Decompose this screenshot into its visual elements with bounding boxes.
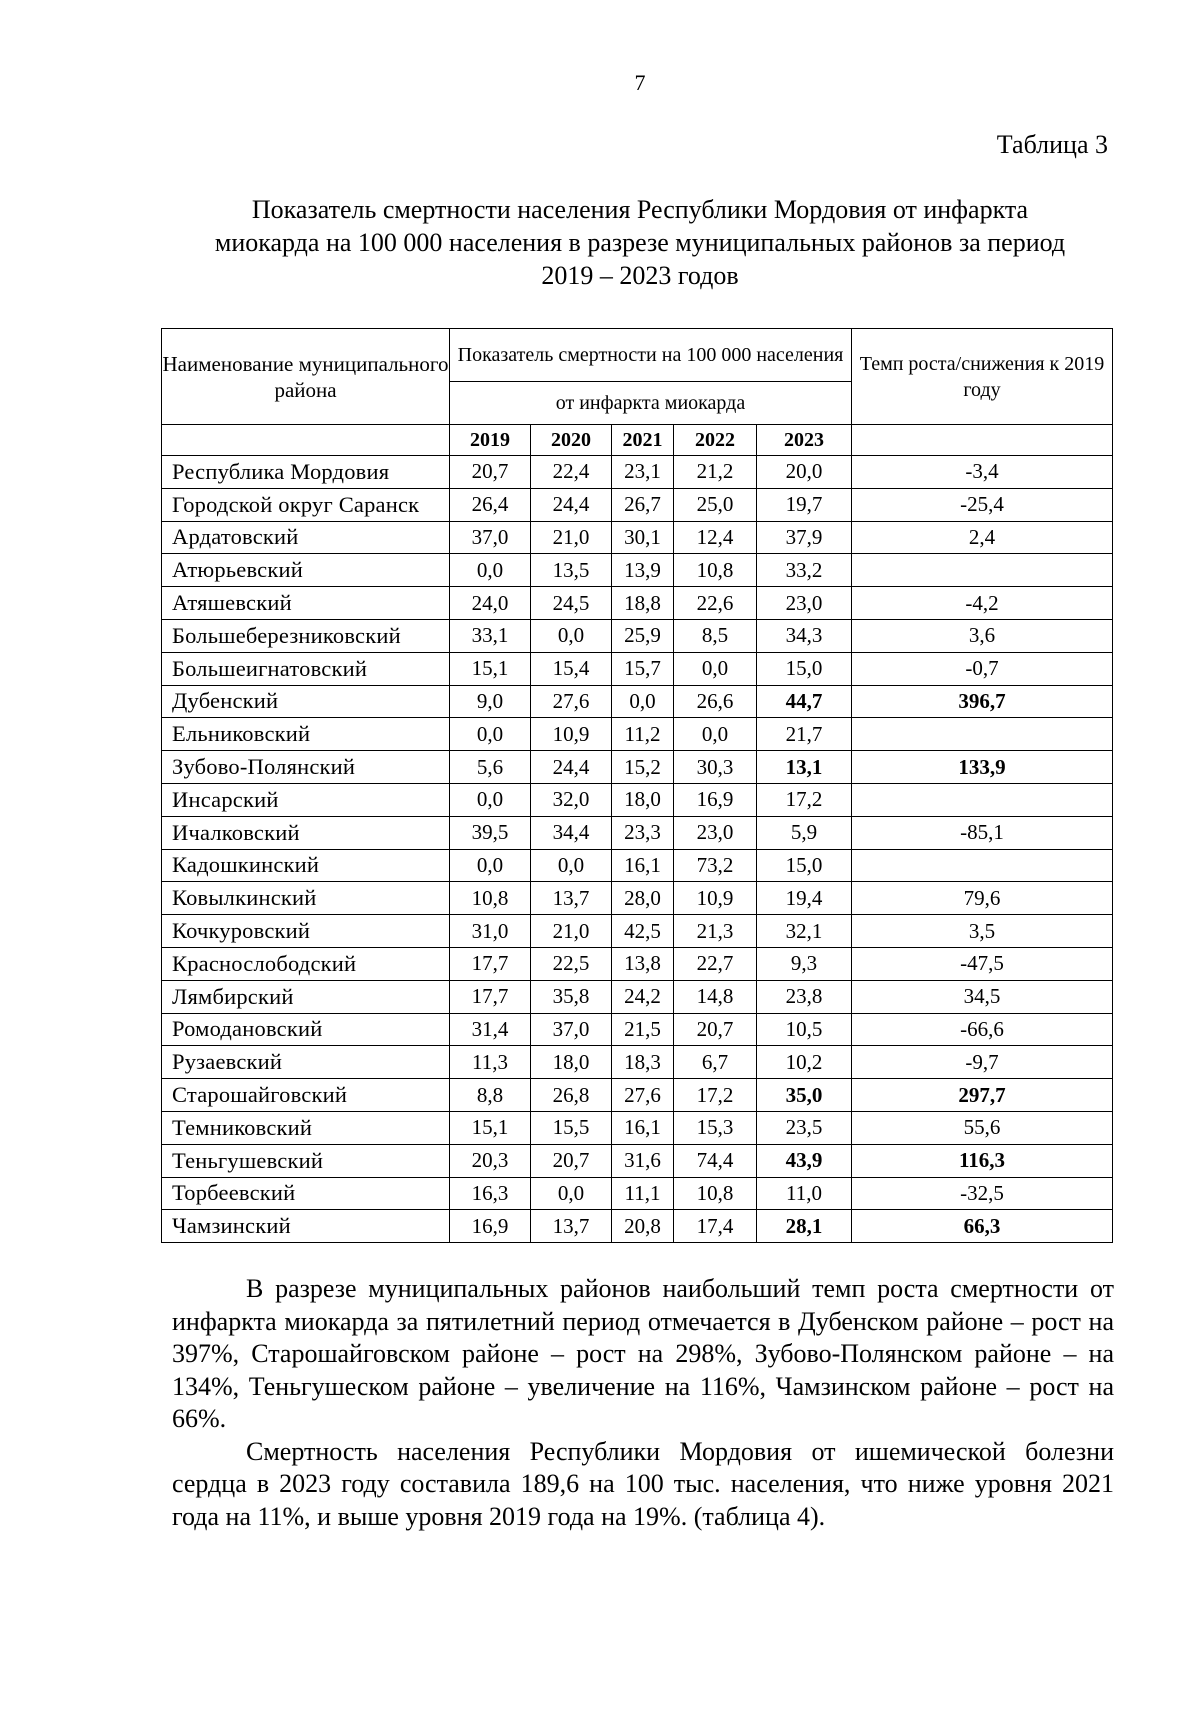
value-cell-2023: 13,1 bbox=[757, 751, 852, 784]
value-cell-2023: 10,2 bbox=[757, 1046, 852, 1079]
value-cell-2020: 24,4 bbox=[531, 488, 612, 521]
value-cell-2020: 13,5 bbox=[531, 554, 612, 587]
value-cell-2019: 24,0 bbox=[450, 587, 531, 620]
growth-rate-cell: 2,4 bbox=[852, 521, 1113, 554]
value-cell-2021: 18,3 bbox=[612, 1046, 674, 1079]
value-cell-2023: 15,0 bbox=[757, 849, 852, 882]
value-cell-2022: 0,0 bbox=[674, 652, 757, 685]
district-name-cell: Торбеевский bbox=[162, 1177, 450, 1210]
header-year: 2021 bbox=[612, 425, 674, 456]
value-cell-2021: 0,0 bbox=[612, 685, 674, 718]
growth-rate-cell: -3,4 bbox=[852, 456, 1113, 489]
table-body bbox=[162, 456, 1113, 1243]
table-row bbox=[162, 685, 1113, 718]
table-row bbox=[162, 1111, 1113, 1144]
district-name-cell: Дубенский bbox=[162, 685, 450, 718]
value-cell-2022: 12,4 bbox=[674, 521, 757, 554]
district-name-cell: Ардатовский bbox=[162, 521, 450, 554]
header-mortality-rate: Показатель смертности на 100 000 населения bbox=[450, 329, 852, 382]
value-cell-2023: 11,0 bbox=[757, 1177, 852, 1210]
district-name-cell: Кочкуровский bbox=[162, 915, 450, 948]
value-cell-2021: 15,2 bbox=[612, 751, 674, 784]
growth-rate-cell: 3,6 bbox=[852, 619, 1113, 652]
table-row bbox=[162, 554, 1113, 587]
value-cell-2019: 33,1 bbox=[450, 619, 531, 652]
value-cell-2019: 31,4 bbox=[450, 1013, 531, 1046]
value-cell-2021: 18,0 bbox=[612, 783, 674, 816]
value-cell-2022: 30,3 bbox=[674, 751, 757, 784]
table-row bbox=[162, 882, 1113, 915]
value-cell-2020: 0,0 bbox=[531, 849, 612, 882]
value-cell-2023: 34,3 bbox=[757, 619, 852, 652]
table-row bbox=[162, 947, 1113, 980]
value-cell-2019: 8,8 bbox=[450, 1079, 531, 1112]
district-name-cell: Ковылкинский bbox=[162, 882, 450, 915]
growth-rate-cell: 396,7 bbox=[852, 685, 1113, 718]
growth-rate-cell: -47,5 bbox=[852, 947, 1113, 980]
value-cell-2021: 15,7 bbox=[612, 652, 674, 685]
district-name-cell: Ичалковский bbox=[162, 816, 450, 849]
value-cell-2020: 15,5 bbox=[531, 1111, 612, 1144]
district-name-cell: Кадошкинский bbox=[162, 849, 450, 882]
district-name-cell: Атяшевский bbox=[162, 587, 450, 620]
table-row bbox=[162, 1144, 1113, 1177]
header-year: 2020 bbox=[531, 425, 612, 456]
growth-rate-cell: 297,7 bbox=[852, 1079, 1113, 1112]
district-name-cell: Инсарский bbox=[162, 783, 450, 816]
value-cell-2022: 23,0 bbox=[674, 816, 757, 849]
value-cell-2020: 21,0 bbox=[531, 915, 612, 948]
growth-rate-cell bbox=[852, 554, 1113, 587]
value-cell-2021: 21,5 bbox=[612, 1013, 674, 1046]
title-line: Показатель смертности населения Республики Мордовия от инфаркта bbox=[251, 195, 1029, 224]
value-cell-2023: 20,0 bbox=[757, 456, 852, 489]
value-cell-2020: 34,4 bbox=[531, 816, 612, 849]
district-name-cell: Краснослободский bbox=[162, 947, 450, 980]
value-cell-2020: 37,0 bbox=[531, 1013, 612, 1046]
district-name-cell: Ромодановский bbox=[162, 1013, 450, 1046]
value-cell-2020: 13,7 bbox=[531, 882, 612, 915]
value-cell-2021: 16,1 bbox=[612, 1111, 674, 1144]
mortality-table bbox=[161, 328, 1113, 1243]
header-myocardial-infarction: от инфаркта миокарда bbox=[450, 382, 852, 425]
growth-rate-cell: -4,2 bbox=[852, 587, 1113, 620]
value-cell-2019: 0,0 bbox=[450, 849, 531, 882]
table-row bbox=[162, 783, 1113, 816]
value-cell-2019: 26,4 bbox=[450, 488, 531, 521]
table-label: Таблица 3 bbox=[996, 130, 1108, 159]
district-name-cell: Рузаевский bbox=[162, 1046, 450, 1079]
value-cell-2023: 23,0 bbox=[757, 587, 852, 620]
value-cell-2019: 17,7 bbox=[450, 980, 531, 1013]
value-cell-2019: 16,3 bbox=[450, 1177, 531, 1210]
district-name-cell: Чамзинский bbox=[162, 1210, 450, 1243]
growth-rate-cell: 34,5 bbox=[852, 980, 1113, 1013]
value-cell-2022: 21,3 bbox=[674, 915, 757, 948]
value-cell-2020: 22,4 bbox=[531, 456, 612, 489]
value-cell-2022: 25,0 bbox=[674, 488, 757, 521]
district-name-cell: Теньгушевский bbox=[162, 1144, 450, 1177]
value-cell-2022: 22,6 bbox=[674, 587, 757, 620]
table-title bbox=[160, 193, 1120, 292]
table-row bbox=[162, 849, 1113, 882]
value-cell-2023: 28,1 bbox=[757, 1210, 852, 1243]
value-cell-2023: 10,5 bbox=[757, 1013, 852, 1046]
value-cell-2020: 24,4 bbox=[531, 751, 612, 784]
table-row bbox=[162, 1046, 1113, 1079]
district-name-cell: Старошайговский bbox=[162, 1079, 450, 1112]
value-cell-2019: 0,0 bbox=[450, 554, 531, 587]
header-year: 2023 bbox=[757, 425, 852, 456]
value-cell-2019: 9,0 bbox=[450, 685, 531, 718]
value-cell-2019: 15,1 bbox=[450, 652, 531, 685]
table-row bbox=[162, 1177, 1113, 1210]
value-cell-2021: 23,3 bbox=[612, 816, 674, 849]
value-cell-2022: 0,0 bbox=[674, 718, 757, 751]
value-cell-2021: 23,1 bbox=[612, 456, 674, 489]
value-cell-2020: 0,0 bbox=[531, 1177, 612, 1210]
title-line: миокарда на 100 000 населения в разрезе муниципальных районов за период bbox=[214, 228, 1066, 257]
value-cell-2021: 42,5 bbox=[612, 915, 674, 948]
value-cell-2021: 11,1 bbox=[612, 1177, 674, 1210]
value-cell-2023: 43,9 bbox=[757, 1144, 852, 1177]
page-number: 7 bbox=[634, 70, 646, 95]
value-cell-2020: 22,5 bbox=[531, 947, 612, 980]
growth-rate-cell bbox=[852, 849, 1113, 882]
value-cell-2022: 74,4 bbox=[674, 1144, 757, 1177]
table-row bbox=[162, 456, 1113, 489]
growth-rate-cell: 133,9 bbox=[852, 751, 1113, 784]
growth-rate-cell bbox=[852, 783, 1113, 816]
value-cell-2022: 26,6 bbox=[674, 685, 757, 718]
body-text bbox=[172, 1273, 1114, 1533]
value-cell-2023: 15,0 bbox=[757, 652, 852, 685]
table-row bbox=[162, 1210, 1113, 1243]
value-cell-2019: 37,0 bbox=[450, 521, 531, 554]
table-row bbox=[162, 488, 1113, 521]
value-cell-2023: 21,7 bbox=[757, 718, 852, 751]
growth-rate-cell: 3,5 bbox=[852, 915, 1113, 948]
value-cell-2019: 10,8 bbox=[450, 882, 531, 915]
growth-rate-cell bbox=[852, 718, 1113, 751]
value-cell-2023: 19,7 bbox=[757, 488, 852, 521]
table-row bbox=[162, 915, 1113, 948]
value-cell-2021: 31,6 bbox=[612, 1144, 674, 1177]
value-cell-2023: 32,1 bbox=[757, 915, 852, 948]
district-name-cell: Атюрьевский bbox=[162, 554, 450, 587]
value-cell-2023: 23,8 bbox=[757, 980, 852, 1013]
value-cell-2020: 26,8 bbox=[531, 1079, 612, 1112]
growth-rate-cell: 79,6 bbox=[852, 882, 1113, 915]
growth-rate-cell: -85,1 bbox=[852, 816, 1113, 849]
header-blank bbox=[162, 425, 450, 456]
district-name-cell: Ельниковский bbox=[162, 718, 450, 751]
value-cell-2022: 17,4 bbox=[674, 1210, 757, 1243]
value-cell-2019: 31,0 bbox=[450, 915, 531, 948]
value-cell-2020: 24,5 bbox=[531, 587, 612, 620]
value-cell-2019: 5,6 bbox=[450, 751, 531, 784]
value-cell-2023: 9,3 bbox=[757, 947, 852, 980]
table-row bbox=[162, 1079, 1113, 1112]
value-cell-2022: 15,3 bbox=[674, 1111, 757, 1144]
value-cell-2020: 10,9 bbox=[531, 718, 612, 751]
table-row bbox=[162, 587, 1113, 620]
paragraph: В разрезе муниципальных районов наибольший темп роста смертности от инфаркта миокарда за пятилетний период отмечается в Дубенском районе – рост на 397%, Старошайговском районе – рост на 298%, Зубово-Полянском районе – на 134%, Теньгушеском районе – увеличение на 116%, Чамзинском районе – рост на 66%. bbox=[172, 1274, 1114, 1433]
table-row bbox=[162, 751, 1113, 784]
value-cell-2023: 19,4 bbox=[757, 882, 852, 915]
value-cell-2020: 18,0 bbox=[531, 1046, 612, 1079]
value-cell-2020: 21,0 bbox=[531, 521, 612, 554]
value-cell-2019: 20,3 bbox=[450, 1144, 531, 1177]
value-cell-2022: 20,7 bbox=[674, 1013, 757, 1046]
value-cell-2021: 26,7 bbox=[612, 488, 674, 521]
value-cell-2022: 22,7 bbox=[674, 947, 757, 980]
value-cell-2022: 21,2 bbox=[674, 456, 757, 489]
table-row bbox=[162, 652, 1113, 685]
value-cell-2022: 8,5 bbox=[674, 619, 757, 652]
value-cell-2020: 32,0 bbox=[531, 783, 612, 816]
growth-rate-cell: 55,6 bbox=[852, 1111, 1113, 1144]
value-cell-2023: 33,2 bbox=[757, 554, 852, 587]
value-cell-2022: 16,9 bbox=[674, 783, 757, 816]
value-cell-2021: 24,2 bbox=[612, 980, 674, 1013]
header-year: 2019 bbox=[450, 425, 531, 456]
table-row bbox=[162, 1013, 1113, 1046]
value-cell-2020: 13,7 bbox=[531, 1210, 612, 1243]
value-cell-2020: 0,0 bbox=[531, 619, 612, 652]
header-year: 2022 bbox=[674, 425, 757, 456]
growth-rate-cell: -66,6 bbox=[852, 1013, 1113, 1046]
value-cell-2019: 0,0 bbox=[450, 783, 531, 816]
header-district-name: Наименование муниципального района bbox=[162, 329, 450, 425]
value-cell-2023: 37,9 bbox=[757, 521, 852, 554]
value-cell-2019: 11,3 bbox=[450, 1046, 531, 1079]
value-cell-2020: 15,4 bbox=[531, 652, 612, 685]
value-cell-2023: 44,7 bbox=[757, 685, 852, 718]
table-row bbox=[162, 980, 1113, 1013]
table-row bbox=[162, 816, 1113, 849]
district-name-cell: Лямбирский bbox=[162, 980, 450, 1013]
value-cell-2021: 16,1 bbox=[612, 849, 674, 882]
value-cell-2023: 17,2 bbox=[757, 783, 852, 816]
growth-rate-cell: -25,4 bbox=[852, 488, 1113, 521]
district-name-cell: Темниковский bbox=[162, 1111, 450, 1144]
district-name-cell: Республика Мордовия bbox=[162, 456, 450, 489]
growth-rate-cell: 66,3 bbox=[852, 1210, 1113, 1243]
value-cell-2020: 27,6 bbox=[531, 685, 612, 718]
value-cell-2023: 5,9 bbox=[757, 816, 852, 849]
value-cell-2021: 18,8 bbox=[612, 587, 674, 620]
value-cell-2022: 10,8 bbox=[674, 554, 757, 587]
value-cell-2021: 13,8 bbox=[612, 947, 674, 980]
value-cell-2023: 35,0 bbox=[757, 1079, 852, 1112]
value-cell-2023: 23,5 bbox=[757, 1111, 852, 1144]
header-growth-rate: Темп роста/снижения к 2019 году bbox=[852, 329, 1113, 425]
value-cell-2021: 28,0 bbox=[612, 882, 674, 915]
value-cell-2020: 35,8 bbox=[531, 980, 612, 1013]
growth-rate-cell: 116,3 bbox=[852, 1144, 1113, 1177]
value-cell-2021: 13,9 bbox=[612, 554, 674, 587]
title-line: 2019 – 2023 годов bbox=[541, 261, 739, 290]
value-cell-2021: 27,6 bbox=[612, 1079, 674, 1112]
paragraph: Смертность населения Республики Мордовия от ишемической болезни сердца в 2023 году составила 189,6 на 100 тыс. населения, что ниже уровня 2021 года на 11%, и выше уровня 2019 года на 19%. (таблица 4). bbox=[172, 1436, 1114, 1531]
value-cell-2022: 14,8 bbox=[674, 980, 757, 1013]
district-name-cell: Городской округ Саранск bbox=[162, 488, 450, 521]
value-cell-2019: 20,7 bbox=[450, 456, 531, 489]
table-row bbox=[162, 521, 1113, 554]
value-cell-2019: 39,5 bbox=[450, 816, 531, 849]
header-blank bbox=[852, 425, 1113, 456]
district-name-cell: Большеигнатовский bbox=[162, 652, 450, 685]
value-cell-2019: 17,7 bbox=[450, 947, 531, 980]
table-row bbox=[162, 619, 1113, 652]
value-cell-2022: 10,9 bbox=[674, 882, 757, 915]
table-row bbox=[162, 718, 1113, 751]
value-cell-2022: 73,2 bbox=[674, 849, 757, 882]
value-cell-2019: 15,1 bbox=[450, 1111, 531, 1144]
value-cell-2021: 11,2 bbox=[612, 718, 674, 751]
value-cell-2020: 20,7 bbox=[531, 1144, 612, 1177]
value-cell-2019: 16,9 bbox=[450, 1210, 531, 1243]
growth-rate-cell: -0,7 bbox=[852, 652, 1113, 685]
value-cell-2022: 17,2 bbox=[674, 1079, 757, 1112]
value-cell-2021: 20,8 bbox=[612, 1210, 674, 1243]
value-cell-2021: 30,1 bbox=[612, 521, 674, 554]
district-name-cell: Зубово-Полянский bbox=[162, 751, 450, 784]
value-cell-2019: 0,0 bbox=[450, 718, 531, 751]
value-cell-2022: 6,7 bbox=[674, 1046, 757, 1079]
value-cell-2021: 25,9 bbox=[612, 619, 674, 652]
value-cell-2022: 10,8 bbox=[674, 1177, 757, 1210]
district-name-cell: Большеберезниковский bbox=[162, 619, 450, 652]
growth-rate-cell: -32,5 bbox=[852, 1177, 1113, 1210]
growth-rate-cell: -9,7 bbox=[852, 1046, 1113, 1079]
